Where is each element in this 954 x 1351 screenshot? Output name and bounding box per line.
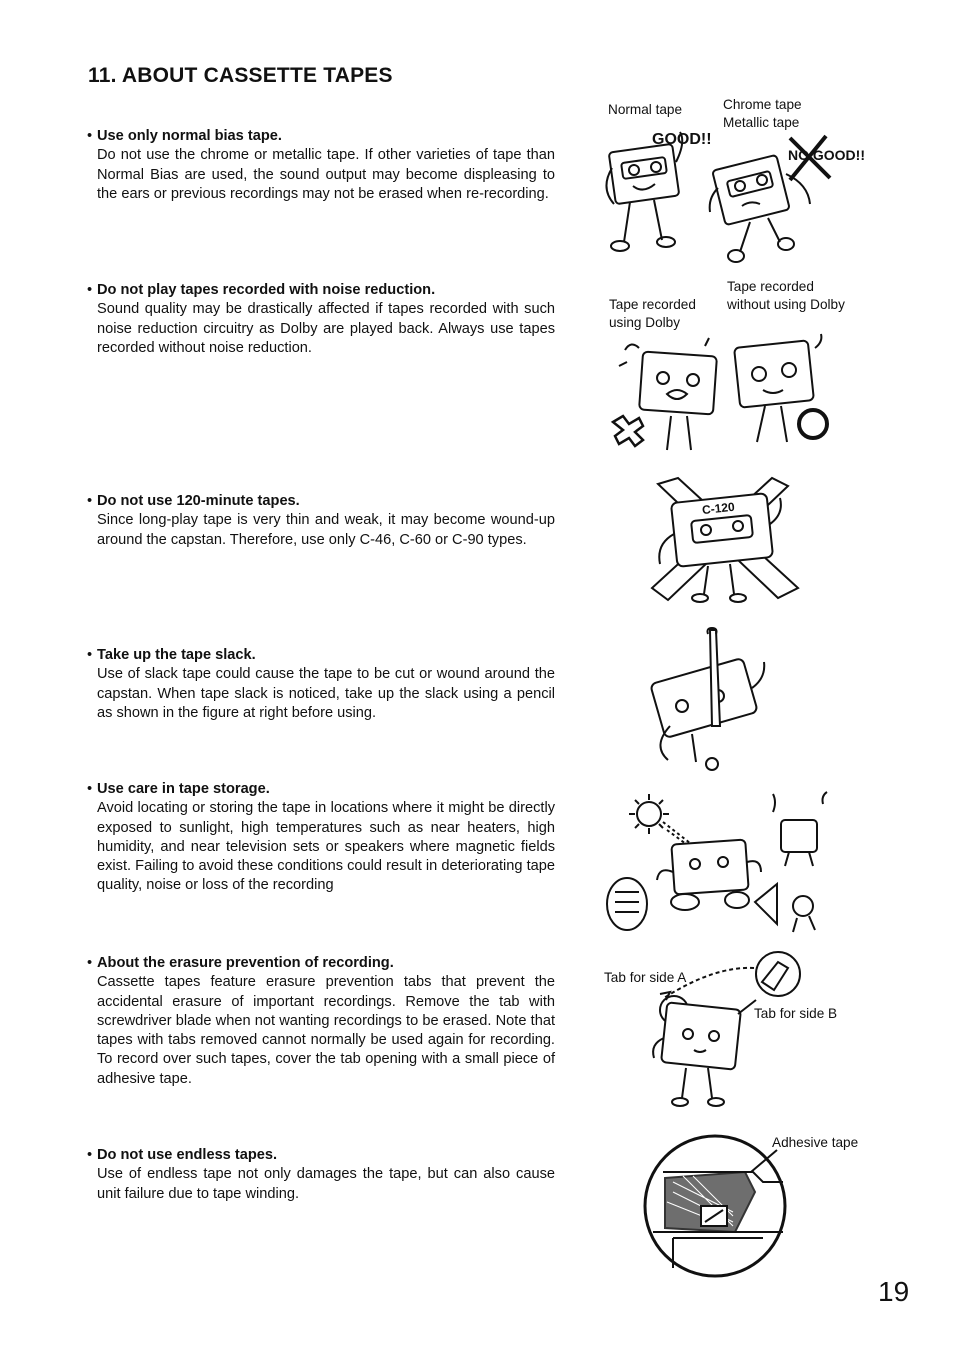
cassette-dolby-icon: [619, 338, 717, 450]
section-heading: Do not play tapes recorded with noise reduction.: [97, 282, 436, 298]
section-tape-slack: [87, 646, 555, 723]
cassette-tab-icon: [661, 1002, 741, 1069]
no-good-text: NO GOOD!!: [788, 147, 865, 163]
section-normal-bias: [87, 127, 555, 204]
label-no-dolby-line1: Tape recorded: [727, 279, 814, 294]
tv-icon: [773, 792, 827, 866]
section-body: Since long-play tape is very thin and weak, it may become wound-up around the capstan. Therefore, use only C-46, C-60 or C-90 types.: [97, 512, 555, 548]
tab-detail-circle: [756, 952, 800, 996]
illustration-storage: [603, 792, 833, 936]
label-adhesive-tape: Adhesive tape: [772, 1135, 859, 1150]
section-body: Avoid locating or storing the tape in locations where it might be directly exposed to sunlight, high temperatures such as near heaters, high humidity, and near television sets or speakers where magnetic fields exist. Failing to avoid these conditions could result in deteriorating tape quality, noise or loss of the recording: [97, 800, 555, 894]
cassette-no-dolby-icon: [734, 334, 821, 442]
circle-ok-icon: [799, 410, 827, 438]
label-metallic-tape: Metallic tape: [723, 115, 800, 130]
label-tab-side-a: Tab for side A: [604, 970, 687, 985]
label-normal-tape: Normal tape: [608, 102, 683, 117]
bullet: •: [87, 128, 93, 144]
page-number: 19: [878, 1276, 910, 1307]
c120-text: C-120: [701, 499, 736, 518]
section-tape-storage: [87, 780, 555, 896]
bullet: •: [87, 955, 93, 971]
bullet: •: [87, 493, 93, 509]
section-heading: Take up the tape slack.: [97, 647, 256, 663]
good-text: GOOD!!: [652, 131, 712, 148]
section-body: Use of endless tape not only damages the tape, but can also cause unit failure due to tape winding.: [97, 1166, 555, 1202]
section-heading: Do not use endless tapes.: [97, 1147, 278, 1163]
section-body: Do not use the chrome or metallic tape. If other varieties of tape than Normal Bias are used, the sound output may become displeasing to the ears or previous recordings may not be erased when re-recording.: [97, 147, 555, 202]
heater-icon: [607, 878, 647, 930]
bullet: •: [87, 781, 93, 797]
cassette-good-icon: [606, 132, 682, 251]
illustration-adhesive: [643, 1132, 803, 1282]
bullet: •: [87, 647, 93, 663]
section-body: Sound quality may be drastically affected if tapes recorded with such noise reduction circuitry as Dolby are played back. Always use tapes recorded without noise reduction.: [97, 301, 555, 356]
label-dolby-line2: using Dolby: [609, 315, 681, 330]
bullet: •: [87, 1147, 93, 1163]
section-heading: Use only normal bias tape.: [97, 128, 282, 144]
cassette-slack-icon: [650, 658, 758, 738]
section-heading: Do not use 120-minute tapes.: [97, 493, 300, 509]
section-body: Cassette tapes feature erasure prevention tabs that prevent the accidental erasure of important recordings. Remove the tab with screwdriver blade when not wanting recordings to be erased. Note that tapes with tabs removed cannot normally be used again for recording. To record over such tapes, cover the tab opening with a small piece of adhesive tape.: [97, 974, 555, 1087]
illustration-c120: [648, 474, 798, 610]
section-body: Use of slack tape could cause the tape to be cut or wound around the capstan. When tape slack is noticed, take up the slack using a pencil as shown in the figure at right before using.: [97, 666, 555, 721]
page-title: 11. ABOUT CASSETTE TAPES: [88, 64, 393, 87]
label-tab-side-b: Tab for side B: [754, 1006, 838, 1021]
section-heading: Use care in tape storage.: [97, 781, 270, 797]
illustration-tabs: [636, 948, 804, 1112]
sun-icon: [629, 794, 669, 834]
illustration-dolby: [605, 330, 835, 458]
cassette-center-icon: [657, 839, 761, 910]
illustration-tape-types: [600, 128, 865, 268]
section-noise-reduction: [87, 281, 555, 358]
section-endless-tapes: [87, 1146, 555, 1204]
speaker-icon: [755, 884, 815, 932]
bullet: •: [87, 282, 93, 298]
label-dolby-line1: Tape recorded: [609, 297, 696, 312]
cross-mark-icon: [613, 416, 643, 446]
illustration-pencil: [648, 626, 778, 772]
label-no-dolby-line2: without using Dolby: [727, 297, 845, 312]
arrow-dashed: [664, 968, 754, 998]
pencil-icon: [710, 630, 720, 726]
label-chrome-tape: Chrome tape: [723, 97, 802, 112]
section-120-minute: [87, 492, 555, 550]
section-erasure-prevention: [87, 954, 555, 1089]
section-heading: About the erasure prevention of recording.: [97, 955, 394, 971]
